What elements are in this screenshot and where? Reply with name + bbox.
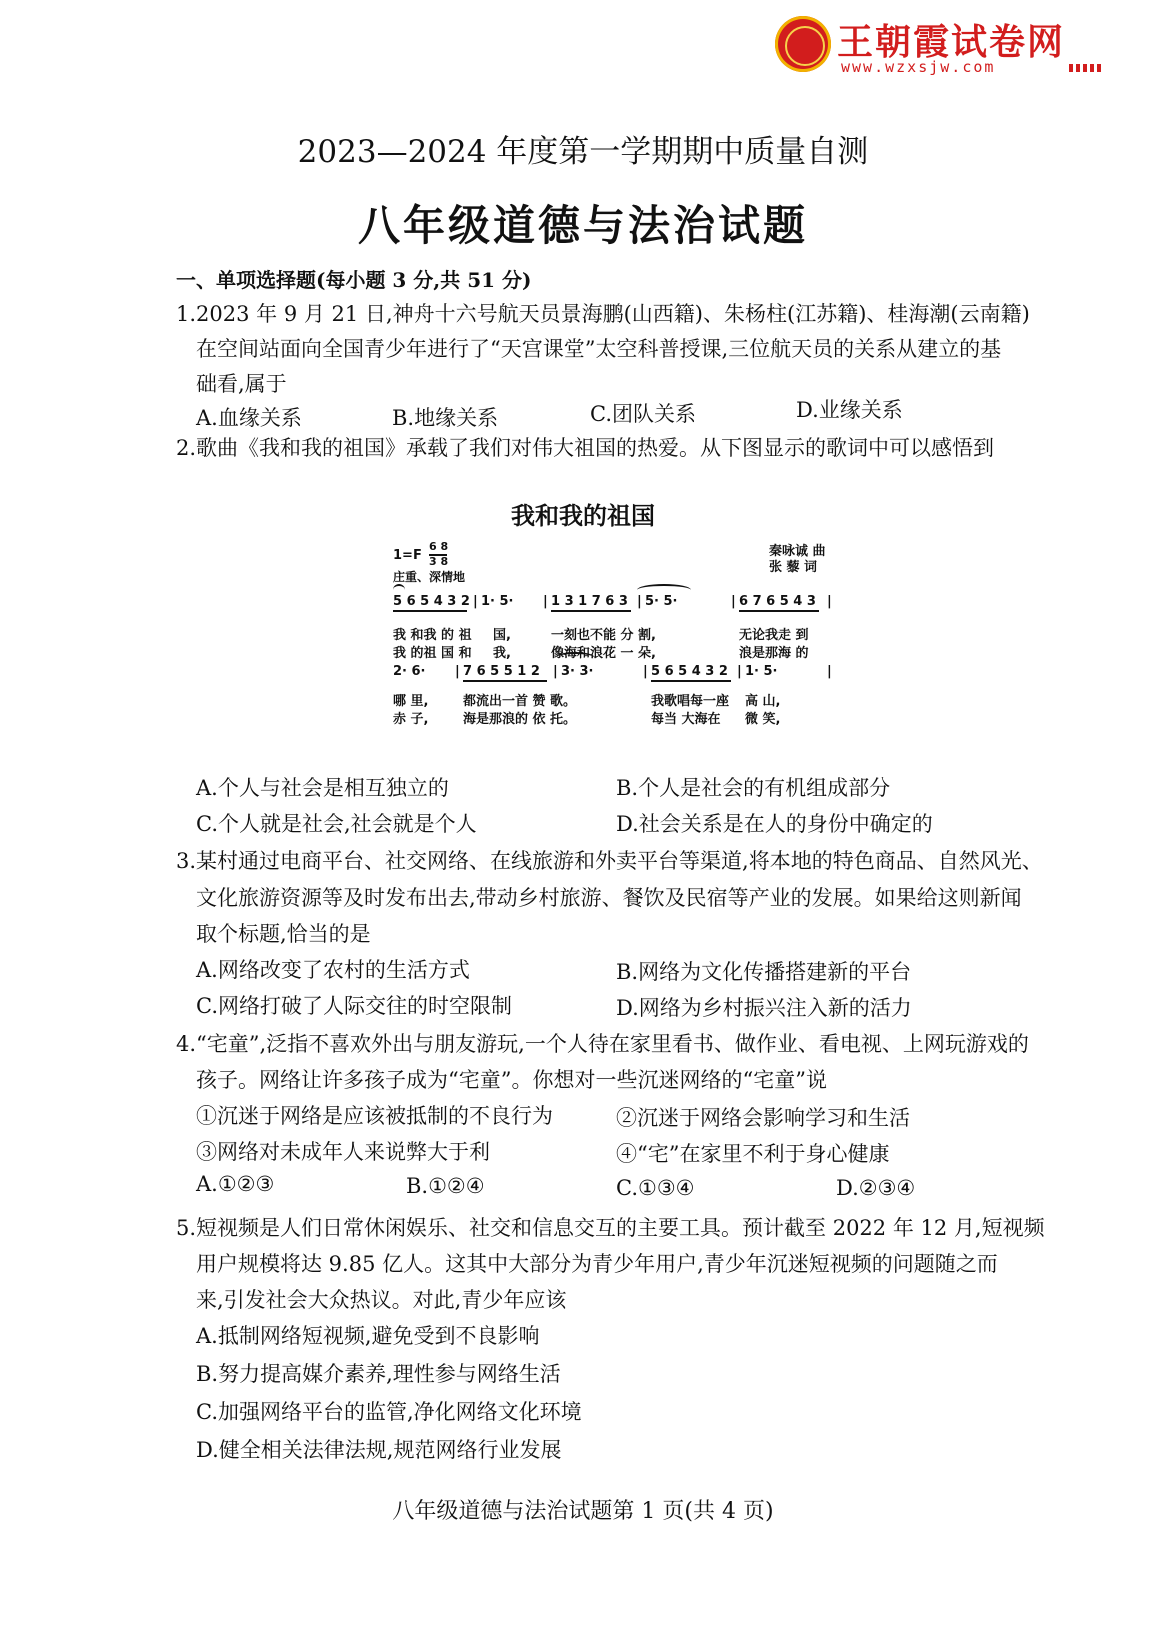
q3-option-a: A.网络改变了农村的生活方式 — [196, 958, 470, 982]
song-composer: 秦咏诚 曲 — [769, 544, 826, 559]
q3-line-2: 文化旅游资源等及时发布出去,带动乡村旅游、餐饮及民宿等产业的发展。如果给这则新闻 — [196, 886, 1022, 910]
q4-statement-3: ③网络对未成年人来说弊大于利 — [196, 1140, 490, 1164]
q4-statement-2: ②沉迷于网络会影响学习和生活 — [616, 1106, 910, 1130]
q5-option-b: B.努力提高媒介素养,理性参与网络生活 — [196, 1362, 561, 1386]
row1-notes-2: 1· 5· — [481, 594, 514, 609]
row1-lyric2-1: 我 的祖 国 和 — [393, 646, 472, 661]
q1-option-c: C.团队关系 — [590, 402, 696, 426]
song-mood: 庄重、深情地 — [393, 570, 466, 584]
row2-notes-3: 3· 3· — [561, 664, 594, 679]
section-heading: 一、单项选择题(每小题 3 分,共 51 分) — [176, 268, 532, 292]
row2-notes-5: 1· 5· — [745, 664, 778, 679]
song-time-top: 6 8 — [429, 540, 449, 553]
logo-url: www.wzxsjw.com — [841, 58, 996, 76]
q5-option-d: D.健全相关法律法规,规范网络行业发展 — [196, 1438, 562, 1462]
row1-lyric2-3: 像海和浪花 一 朵, — [551, 646, 656, 661]
page-footer: 八年级道德与法治试题第 1 页(共 4 页) — [392, 1499, 774, 1524]
song-score: 1=F 6 8 3 8 庄重、深情地 秦咏诚 曲 张 藜 词 5 6 5 4 3 2 | 1· 5· | 1 3 1 7 6 3 | 5· 5· | 6 7 6 5 4 3 | 我 和我 的 祖 国, 一刻也不能 分 割, 无论我走 到 我 的祖 国 和 我, 像海和浪花 一 朵, 浪是那海 的 2· 6· | 7 6 5 5 1 2 | 3· 3· | 5 6 5 4 3 2 | 1· 5· | 哪 里, 都流出一首 赞 歌。 我歌唱每一座 高 山, 赤 子, 海是那浪的 依 托。 每当 大海在 微 笑, — [393, 540, 832, 727]
q4-option-d: D.②③④ — [836, 1176, 916, 1200]
q5-line-2: 用户规模将达 9.85 亿人。这其中大部分为青少年用户,青少年沉迷短视频的问题随之而 — [196, 1252, 998, 1276]
row2-lyric2-3: 每当 大海在 — [651, 712, 721, 727]
q3-option-c: C.网络打破了人际交往的时空限制 — [196, 994, 512, 1018]
song-key: 1=F — [393, 548, 422, 563]
q5-line-1: 5.短视频是人们日常休闲娱乐、社交和信息交互的主要工具。预计截至 2022 年 12 月,短视频 — [176, 1216, 1045, 1240]
song-lyricist: 张 藜 词 — [769, 560, 818, 575]
song-time-bottom: 3 8 — [429, 555, 449, 568]
row1-notes-4: 5· 5· — [645, 594, 678, 609]
row2-lyric2-4: 微 笑, — [745, 712, 781, 727]
row2-notes-2: 7 6 5 5 1 2 — [463, 664, 540, 679]
row1-lyric1-3: 一刻也不能 分 割, — [551, 628, 656, 643]
q4-statement-4: ④“宅”在家里不利于身心健康 — [616, 1142, 890, 1166]
q4-statement-1: ①沉迷于网络是应该被抵制的不良行为 — [196, 1104, 553, 1128]
row1-notes-1: 5 6 5 4 3 2 — [393, 594, 470, 609]
row2-lyric1-3: 我歌唱每一座 — [651, 694, 730, 709]
q2-option-a: A.个人与社会是相互独立的 — [196, 776, 449, 800]
q3-line-3: 取个标题,恰当的是 — [196, 922, 371, 946]
q3-option-d: D.网络为乡村振兴注入新的活力 — [616, 996, 912, 1020]
q3-option-b: B.网络为文化传播搭建新的平台 — [616, 960, 912, 984]
q5-option-a: A.抵制网络短视频,避免受到不良影响 — [196, 1324, 540, 1348]
row2-lyric2-1: 赤 子, — [393, 712, 429, 727]
q2-line-1: 2.歌曲《我和我的祖国》承载了我们对伟大祖国的热爱。从下图显示的歌词中可以感悟到 — [176, 436, 995, 460]
q1-option-d: D.业缘关系 — [796, 398, 903, 422]
q5-line-3: 来,引发社会大众热议。对此,青少年应该 — [196, 1288, 567, 1312]
row1-lyric1-2: 国, — [493, 628, 511, 643]
q4-line-1: 4.“宅童”,泛指不喜欢外出与朋友游玩,一个人待在家里看书、做作业、看电视、上网玩游戏的 — [176, 1032, 1029, 1056]
q1-line-2: 在空间站面向全国青少年进行了“天宫课堂”太空科普授课,三位航天员的关系从建立的基 — [196, 337, 1002, 361]
logo-seal-icon — [775, 16, 831, 72]
q2-option-b: B.个人是社会的有机组成部分 — [616, 776, 891, 800]
q5-option-c: C.加强网络平台的监管,净化网络文化环境 — [196, 1400, 582, 1424]
row1-lyric2-4: 浪是那海 的 — [739, 646, 809, 661]
song-title: 我和我的祖国 — [511, 502, 655, 530]
q2-option-c: C.个人就是社会,社会就是个人 — [196, 812, 477, 836]
row2-lyric1-4: 高 山, — [745, 694, 781, 709]
q1-option-a: A.血缘关系 — [196, 406, 302, 430]
exam-term-title: 2023—2024 年度第一学期期中质量自测 — [297, 134, 869, 170]
q3-line-1: 3.某村通过电商平台、社交网络、在线旅游和外卖平台等渠道,将本地的特色商品、自然风光、 — [176, 849, 1043, 873]
q1-line-1: 1.2023 年 9 月 21 日,神舟十六号航天员景海鹏(山西籍)、朱杨柱(江苏籍)、桂海潮(云南籍) — [176, 302, 1030, 326]
row2-lyric2-2: 海是那浪的 依 托。 — [463, 712, 577, 727]
row1-lyric1-4: 无论我走 到 — [739, 628, 809, 643]
q4-option-b: B.①②④ — [406, 1174, 485, 1198]
row1-lyric1-1: 我 和我 的 祖 — [393, 628, 472, 643]
q4-line-2: 孩子。网络让许多孩子成为“宅童”。你想对一些沉迷网络的“宅童”说 — [196, 1068, 827, 1092]
row1-notes-3: 1 3 1 7 6 3 — [551, 594, 628, 609]
row2-lyric1-2: 都流出一首 赞 歌。 — [463, 694, 577, 709]
row1-notes-5: 6 7 6 5 4 3 — [739, 594, 816, 609]
q2-option-d: D.社会关系是在人的身份中确定的 — [616, 812, 933, 836]
q1-option-b: B.地缘关系 — [392, 406, 499, 430]
site-logo — [775, 12, 1105, 76]
q4-option-c: C.①③④ — [616, 1176, 695, 1200]
q1-line-3: 础看,属于 — [196, 372, 287, 396]
logo-name: 王朝霞试卷网 — [837, 22, 1066, 63]
row2-notes-4: 5 6 5 4 3 2 — [651, 664, 728, 679]
logo-decoration — [1069, 64, 1103, 72]
q4-option-a: A.①②③ — [196, 1172, 275, 1196]
row2-notes-1: 2· 6· — [393, 664, 426, 679]
exam-subject-title: 八年级道德与法治试题 — [357, 201, 808, 250]
row1-lyric2-2: 我, — [493, 646, 511, 661]
row2-lyric1-1: 哪 里, — [393, 694, 429, 709]
